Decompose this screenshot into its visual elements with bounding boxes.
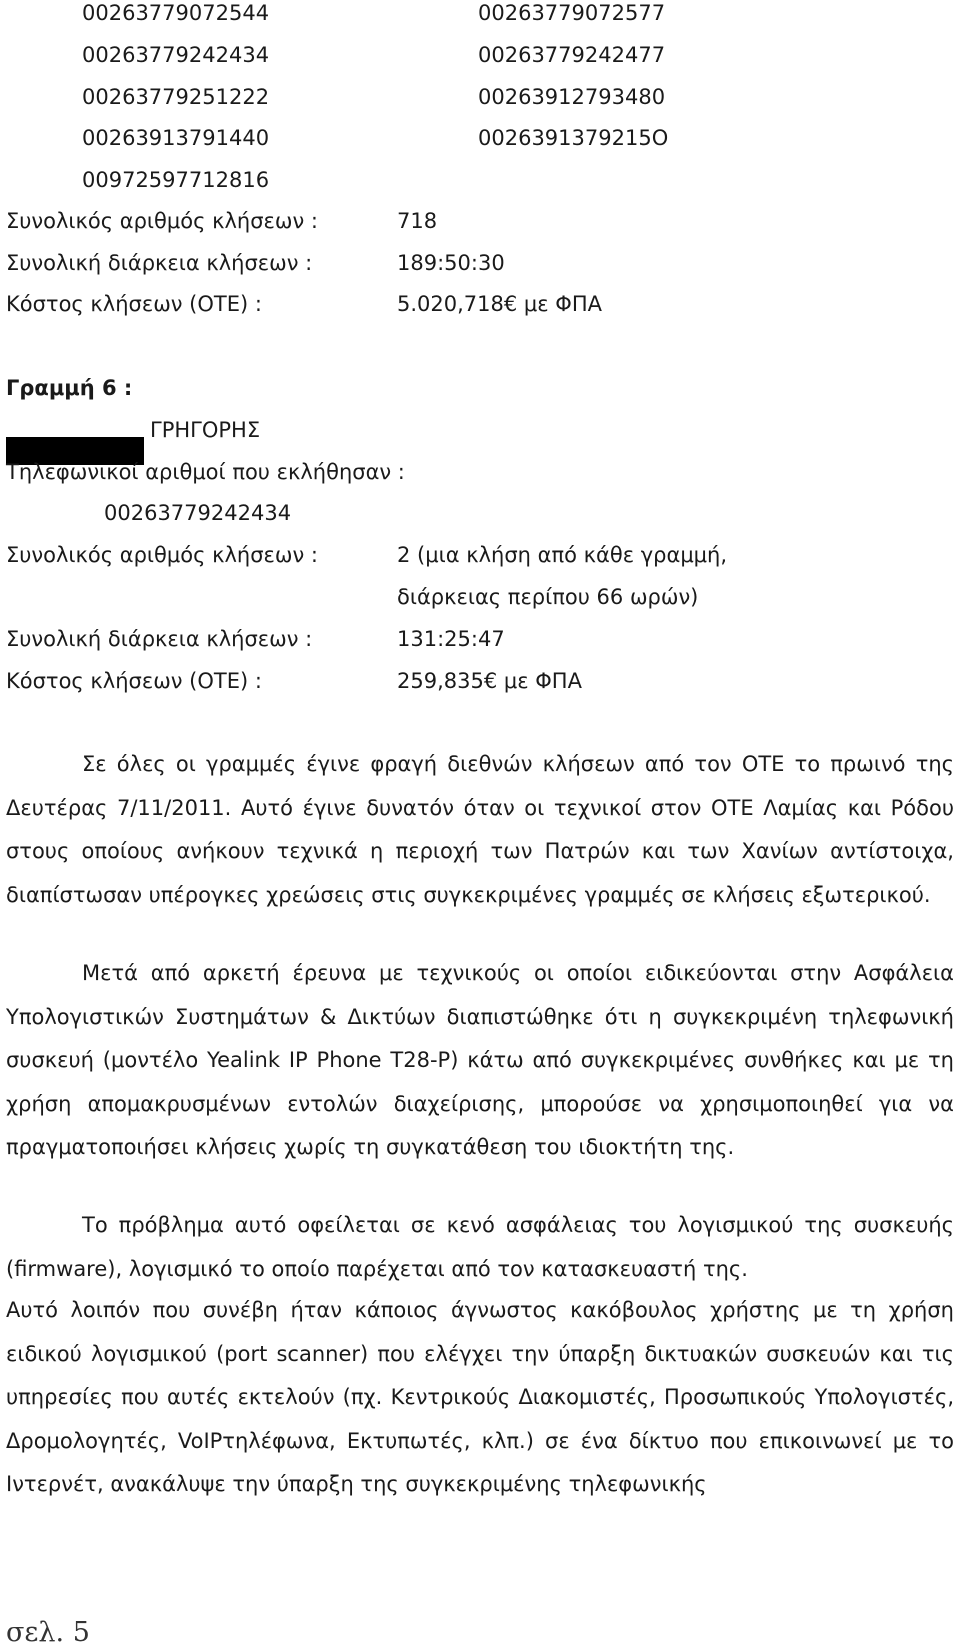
number-cell: 00263779251222 (82, 85, 270, 109)
total-calls-label: Συνολικός αριθμός κλήσεων : (6, 543, 318, 567)
call-cost-label: Κόστος κλήσεων (ΟΤΕ) : (6, 292, 262, 316)
number-cell: 0026391379215О (478, 126, 669, 150)
number-cell: 00263912793480 (478, 85, 666, 109)
number-cell: 00263779072577 (478, 1, 666, 25)
body-paragraph: Το πρόβλημα αυτό οφείλεται σε κενό ασφάλειας του λογισμικού της συσκευής (firmware), λογισμικό το οποίο παρέχεται από τον κατασκευαστή της. (6, 1213, 954, 1281)
call-cost-label: Κόστος κλήσεων (ΟΤΕ) : (6, 669, 262, 693)
subscriber-name: ΓΡΗΓΟΡΗΣ (150, 418, 261, 442)
body-paragraph: Σε όλες οι γραμμές έγινε φραγή διεθνών κλήσεων από τον ΟΤΕ το πρωινό της Δευτέρας 7/11/2011. Αυτό έγινε δυνατόν όταν οι τεχνικοί στον ΟΤΕ Λαμίας και Ρόδου στους οποίους ανήκουν τεχνικά η περιοχή των Πατρών και των Χανίων αντίστοιχα, διαπίστωσαν υπέρογκες χρεώσεις στις συγκεκριμένες γραμμές σε κλήσεις εξωτερικού. (6, 752, 954, 907)
total-calls-value-cont: διάρκειας περίπου 66 ωρών) (397, 585, 699, 609)
total-duration-label: Συνολική διάρκεια κλήσεων : (6, 627, 313, 651)
body-paragraph: Αυτό λοιπόν που συνέβη ήταν κάποιος άγνωστος κακόβουλος χρήστης με τη χρήση ειδικού λογισμικού (port scanner) που ελέγχει την ύπαρξη δικτυακών συσκευών και τις υπηρεσίες που αυτές εκτελούν (πχ. Κεντρικούς Διακομιστές, Προσωπικούς Υπολογιστές, Δρομολογητές, VoIPτηλέφωνα, Εκτυπωτές, κλπ.) σε ένα δίκτυο που επικοινωνεί με το Ιντερνέτ, ανακάλυψε την ύπαρξη της συγκεκριμένης τηλεφωνικής (6, 1298, 954, 1496)
dialed-numbers-label: Τηλεφωνικοί αριθμοί που εκλήθησαν : (6, 460, 405, 484)
total-calls-label: Συνολικός αριθμός κλήσεων : (6, 209, 318, 233)
total-calls-value: 2 (μια κλήση από κάθε γραμμή, (397, 543, 728, 567)
call-cost-value: 259,835€ με ΦΠΑ (397, 669, 582, 693)
total-duration-label: Συνολική διάρκεια κλήσεων : (6, 251, 313, 275)
body-paragraph: Μετά από αρκετή έρευνα με τεχνικούς οι οποίοι ειδικεύονται στην Ασφάλεια Υπολογιστικών Συστημάτων & Δικτύων διαπιστώθηκε ότι η συγκεκριμένη τηλεφωνική συσκευή (μοντέλο Yealink IP Phone T28-P) κάτω από συγκεκριμένες συνθήκες και με τη χρήση απομακρυσμένων εντολών διαχείρισης, μπορούσε να χρησιμοποιηθεί για να πραγματοποιήσει κλήσεις χωρίς τη συγκατάθεση του ιδιοκτήτη της. (6, 961, 954, 1159)
number-cell: 00263913791440 (82, 126, 270, 150)
number-cell: 00263779242434 (82, 43, 270, 67)
total-calls-value: 718 (397, 209, 438, 233)
number-cell: 00263779242477 (478, 43, 666, 67)
number-cell: 00972597712816 (82, 168, 270, 192)
total-duration-value: 131:25:47 (397, 627, 505, 651)
number-cell: 00263779072544 (82, 1, 270, 25)
total-duration-value: 189:50:30 (397, 251, 505, 275)
page-number: σελ. 5 (6, 1617, 90, 1648)
line-6-heading: Γραμμή 6 : (6, 376, 133, 400)
call-cost-value: 5.020,718€ με ΦΠΑ (397, 292, 602, 316)
dialed-number: 00263779242434 (104, 501, 292, 525)
